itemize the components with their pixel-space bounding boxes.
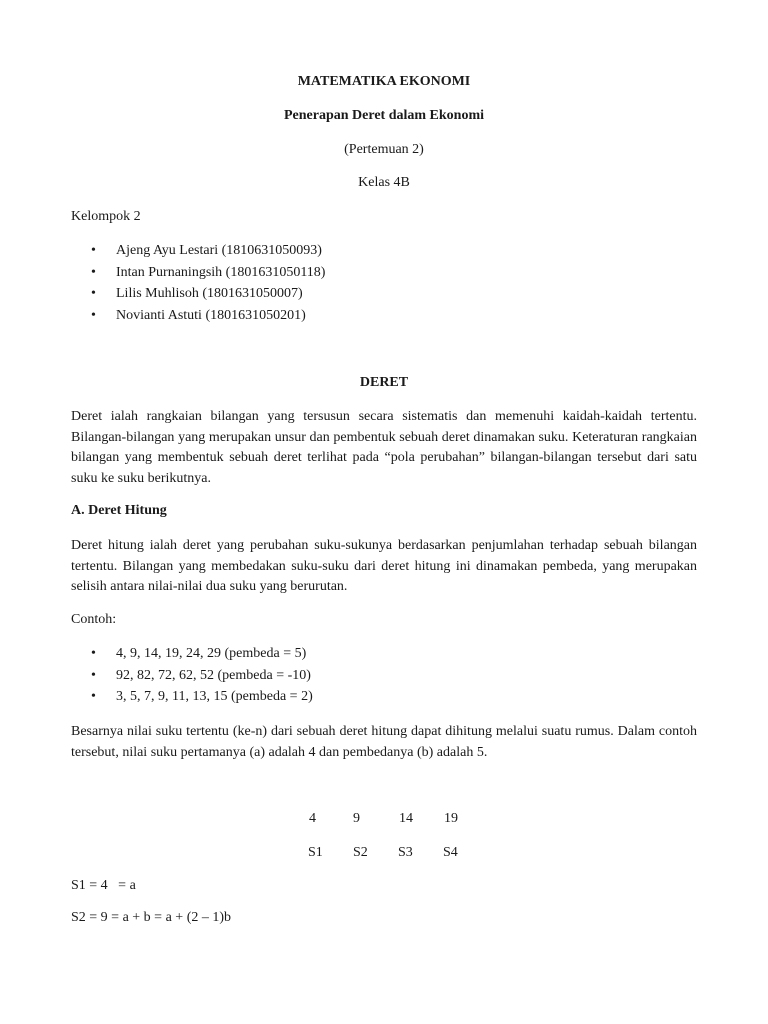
example-list [71, 643, 313, 708]
section-heading: DERET [359, 375, 409, 390]
arith-paragraph: Deret hitung ialah deret yang perubahan suku-sukunya berdasarkan penjumlahan terhadap sebuah bilangan tertentu. Bilangan yang membedakan suku-suku dari deret hitung ini dinamakan pembeda, yang merupakan selisih antara nilai-nilai dua suku yang berurutan. [71, 538, 697, 594]
document-title: MATEMATIKA EKONOMI [297, 74, 471, 89]
formula-paragraph: Besarnya nilai suku tertentu (ke-n) dari sebuah deret hitung dapat dihitung melalui suatu rumus. Dalam contoh tersebut, nilai suku pertamanya (a) adalah 4 dan pembedanya (b) adalah 5. [71, 724, 697, 760]
sequence-terms-row [0, 845, 768, 865]
subsection-heading: A. Deret Hitung [71, 503, 167, 518]
sequence-term: S4 [443, 845, 458, 860]
sequence-value: 14 [399, 811, 413, 826]
list-item: • 92, 82, 72, 62, 52 (pembeda = -10) [71, 665, 313, 687]
list-item: • Ajeng Ayu Lestari (1810631050093) [71, 240, 325, 262]
example-label: Contoh: [71, 612, 117, 627]
list-item: • Lilis Muhlisoh (1801631050007) [71, 283, 325, 305]
list-item: • Intan Purnaningsih (1801631050118) [71, 262, 325, 284]
list-item: • 3, 5, 7, 9, 11, 13, 15 (pembeda = 2) [71, 686, 313, 708]
sequence-term: S3 [398, 845, 413, 860]
session-label: (Pertemuan 2) [344, 142, 424, 157]
sequence-values-row [0, 811, 768, 831]
list-item: • 4, 9, 14, 19, 24, 29 (pembeda = 5) [71, 643, 313, 665]
sequence-value: 19 [444, 811, 458, 826]
intro-paragraph: Deret ialah rangkaian bilangan yang tersusun secara sistematis dan memenuhi kaidah-kaidah tertentu. Bilangan-bilangan yang merupakan unsur dan pembentuk sebuah deret dinamakan suku. Keteraturan rangkaian bilangan yang membentuk sebuah deret terlihat pada “pola perubahan” bilangan-bilangan tersebut dari satu suku ke suku berikutnya. [71, 409, 697, 486]
document-subtitle: Penerapan Deret dalam Ekonomi [283, 108, 484, 123]
equation-s2: S2 = 9 = a + b = a + (2 – 1)b [71, 910, 232, 925]
class-label: Kelas 4B [358, 175, 410, 190]
sequence-value: 9 [353, 811, 360, 826]
group-label: Kelompok 2 [71, 209, 141, 224]
list-item: • Novianti Astuti (1801631050201) [71, 305, 325, 327]
sequence-term: S1 [308, 845, 323, 860]
sequence-value: 4 [309, 811, 316, 826]
equation-s1: S1 = 4 = a [71, 878, 136, 893]
sequence-term: S2 [353, 845, 368, 860]
member-list [71, 240, 325, 326]
